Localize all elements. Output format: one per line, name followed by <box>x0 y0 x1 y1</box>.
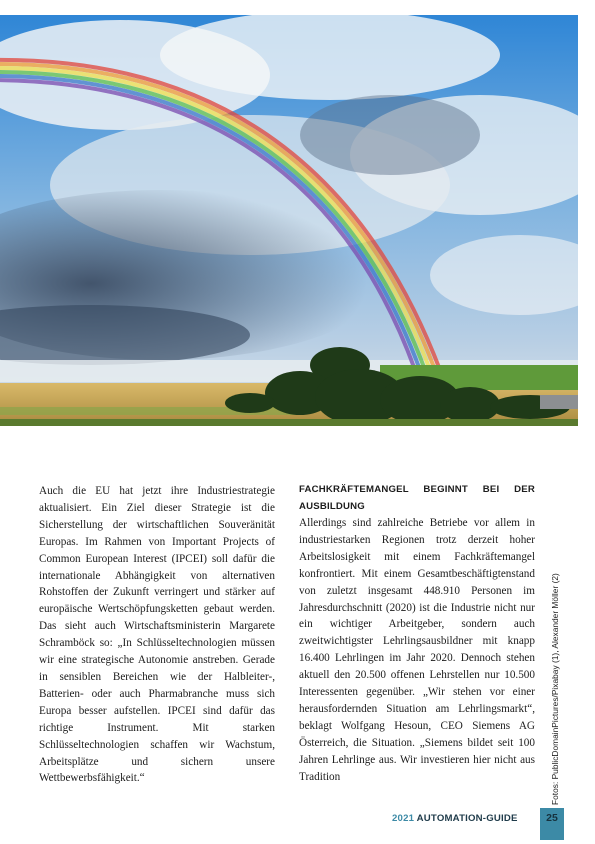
rainbow-landscape-image <box>0 15 578 426</box>
footer-guide: AUTOMATION-GUIDE <box>416 813 518 824</box>
right-column <box>299 482 535 786</box>
footer-year: 2021 <box>392 813 415 824</box>
photo-credit: Fotos: PublicDomainPictures/Pixabay (1), Alexander Möller (2) <box>550 573 560 805</box>
footer-title <box>392 813 518 824</box>
right-paragraph: Allerdings sind zahlreiche Betriebe vor allem in industriestarken Regionen trotz derzeit hoher Arbeitslosigkeit mit einem Fachkräftemangel konfrontiert. Mit einem Gesamtbeschäftigtenstand von zuletzt insgesamt 448.910 Personen im Jahresdurchschnitt (2020) ist die Industrie nicht nur ein wichtiger Arbeitgeber, sondern auch zweitwichtigster Lehrlingsausbildner mit knapp 16.400 Lehrlingen im Jahr 2020. Dennoch stehen aktuell den 20.500 offenen Lehrstellen nur 10.500 Interessenten gegenüber. „Wir stehen vor einer herausfordernden Situation am Lehrlingsmarkt“, beklagt Wolfgang Hesoun, CEO Siemens AG Österreich, die Situation. „Siemens bildet seit 100 Jahren Lehrlinge aus. Wir investieren hier nicht aus Tradition <box>299 517 535 783</box>
left-column <box>39 483 275 787</box>
section-heading: FACHKRÄFTEMANGEL BEGINNT BEI DER AUSBILDUNG <box>299 484 535 512</box>
left-paragraph: Auch die EU hat jetzt ihre Industriestrategie aktualisiert. Ein Ziel dieser Strategie ist die Sicherstellung der wirtschaftlichen Souveränität Europas. Im Rahmen von Important Projects of Common European Interest (IPCEI) soll dafür die internationale Abhängigkeit von alternativen Rohstoffen der Zukunft verringert und stärker auf europäische Wertschöpfungsketten gebaut werden. Das sieht auch Wirtschaftsministerin Margarete Schramböck so: „In Schlüsseltechnologien müssen wir eine strategische Autonomie anstreben. Gerade in sensiblen Bereichen wie der Halbleiter-, Batterien- oder auch Pharmabranche muss sich Europa besser aufstellen. IPCEI sind dafür das richtige Instrument. Mit starken Schlüsseltechnologien schaffen wir Wachstum, Arbeitsplätze und sichern unsere Wettbewerbsfähigkeit.“ <box>39 485 275 785</box>
page-number: 25 <box>546 812 558 824</box>
